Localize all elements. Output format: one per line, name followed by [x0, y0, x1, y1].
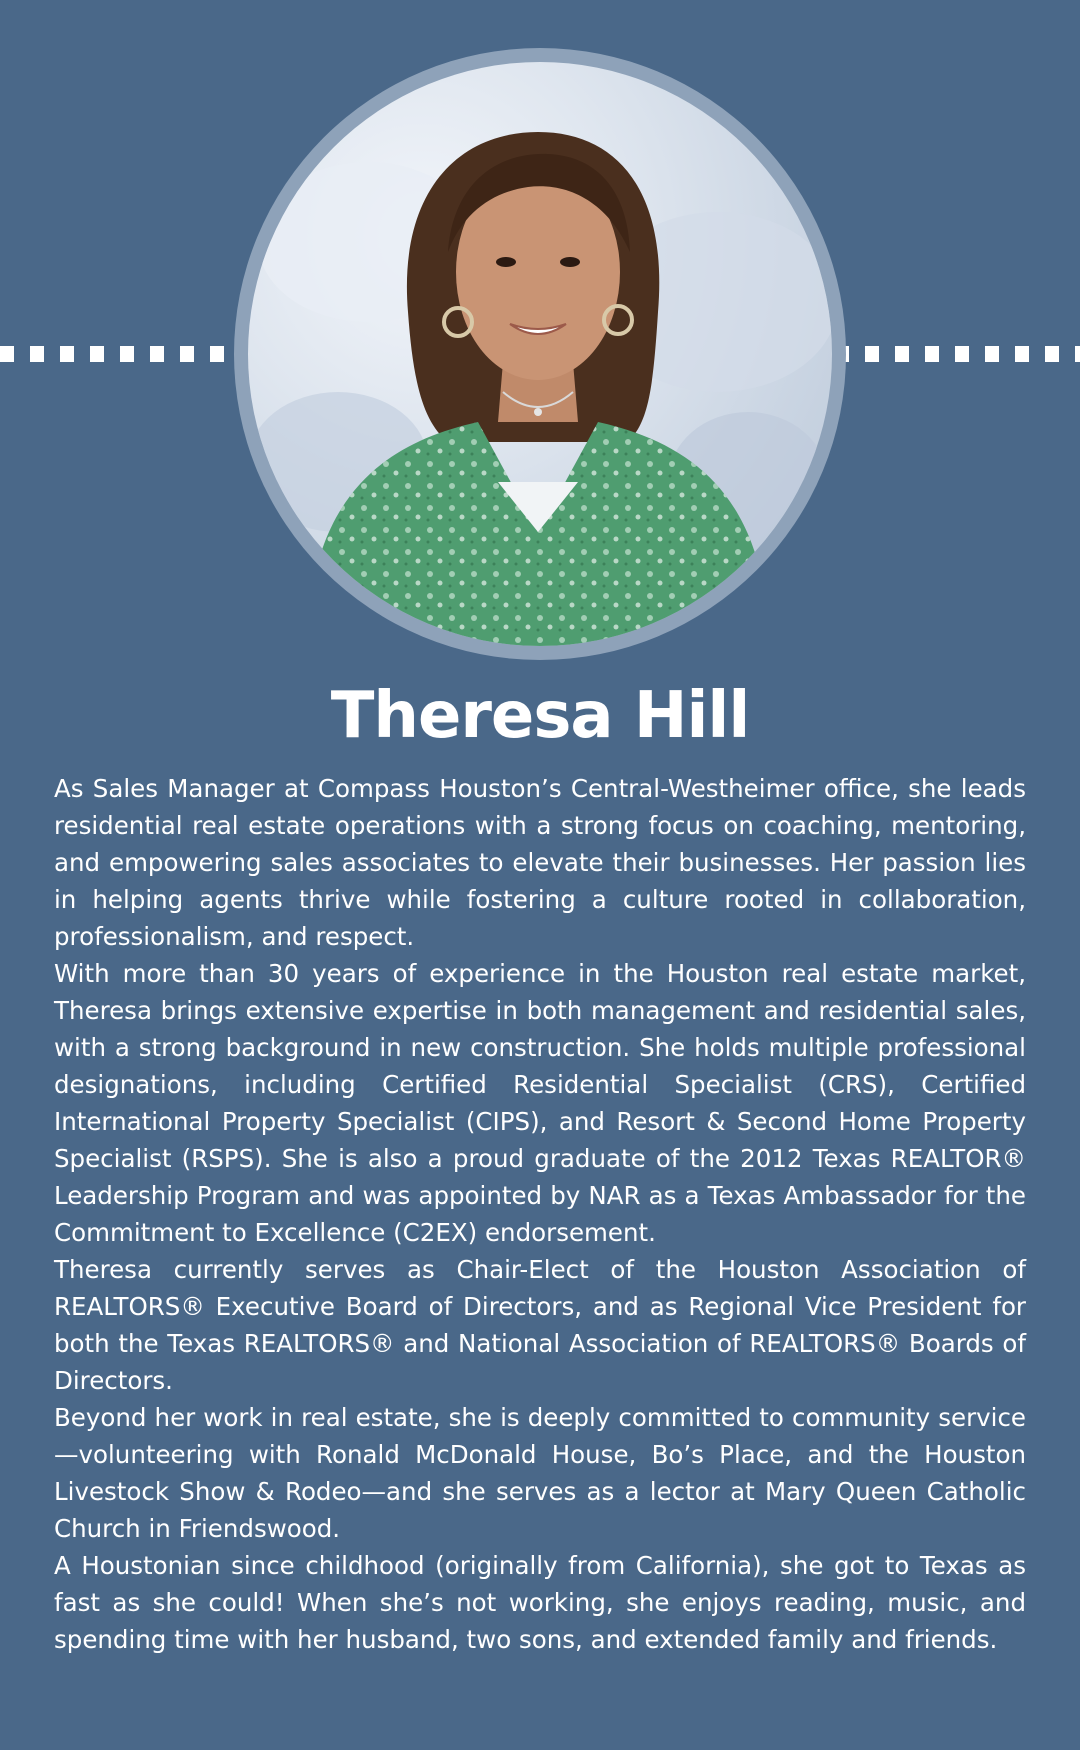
woman-portrait-icon [248, 62, 832, 646]
bio-paragraph: Beyond her work in real estate, she is deeply committed to community service—volunteering with Ronald McDonald House, Bo’s Place, and the Houston Livestock Show & Rodeo—and she serves as a lector at Mary Queen Catholic Church in Friendswood. [54, 1403, 1026, 1543]
portrait-frame [234, 48, 846, 660]
dotted-divider-right [835, 346, 1080, 362]
bio-paragraph: With more than 30 years of experience in the Houston real estate market, Theresa brings extensive expertise in both management and residential sales, with a strong background in new construction. She holds multiple professional designations, including Certified Residential Specialist (CRS), Certified International Property Specialist (CIPS), and Resort & Second Home Property Specialist (RSPS). She is also a proud graduate of the 2012 Texas REALTOR® Leadership Program and was appointed by NAR as a Texas Ambassador for the Commitment to Excellence (C2EX) endorsement. [54, 959, 1026, 1247]
bio-paragraph: Theresa currently serves as Chair-Elect of the Houston Association of REALTORS® Executive Board of Directors, and as Regional Vice President for both the Texas REALTORS® and National Association of REALTORS® Boards of Directors. [54, 1255, 1026, 1395]
bio-paragraph: A Houstonian since childhood (originally from California), she got to Texas as fast as she could! When she’s not working, she enjoys reading, music, and spending time with her husband, two sons, and extended family and friends. [54, 1551, 1026, 1654]
portrait-photo [248, 62, 832, 646]
bio-paragraph: As Sales Manager at Compass Houston’s Central-Westheimer office, she leads residential real estate operations with a strong focus on coaching, mentoring, and empowering sales associates to elevate their businesses. Her passion lies in helping agents thrive while fostering a culture rooted in collaboration, professionalism, and respect. [54, 774, 1026, 951]
profile-bio [54, 770, 1026, 1658]
dotted-divider-left [0, 346, 250, 362]
profile-name: Theresa Hill [330, 679, 750, 753]
